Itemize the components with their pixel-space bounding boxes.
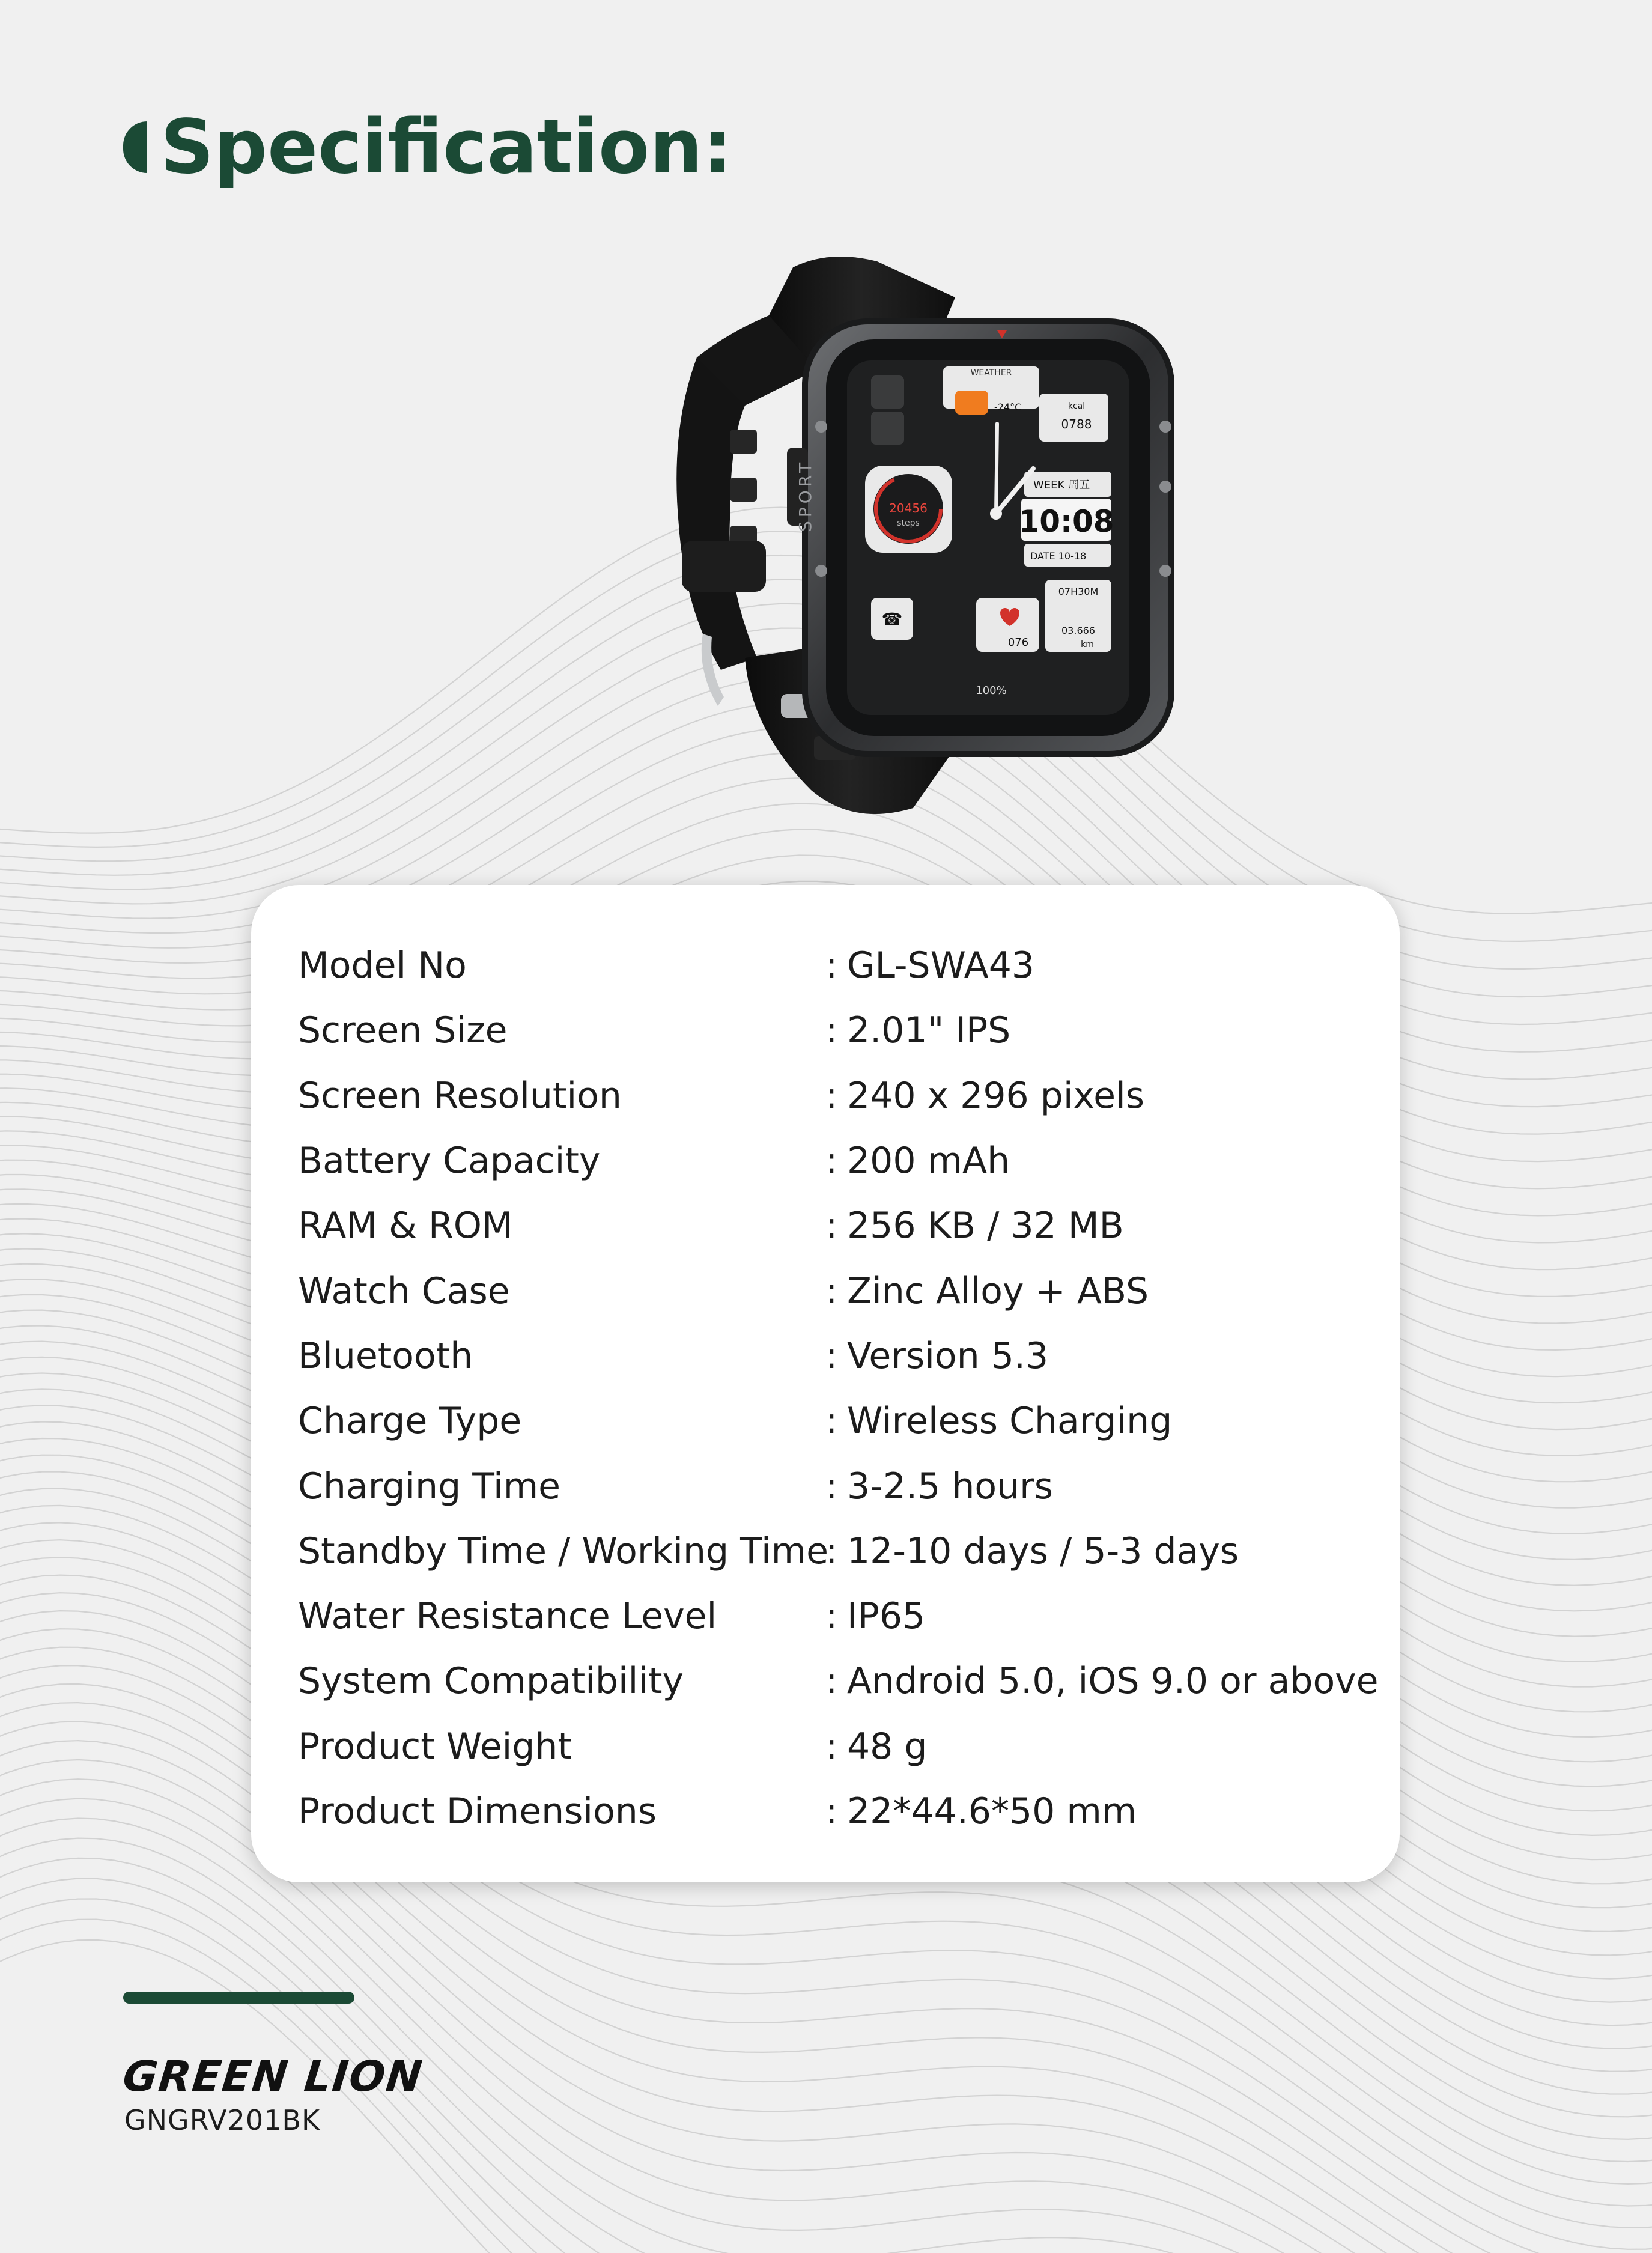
spec-separator: : — [825, 1530, 838, 1572]
spec-label: Watch Case — [298, 1269, 510, 1312]
spec-row — [298, 1584, 1379, 1649]
spec-value: 2.01" IPS — [847, 1009, 1011, 1052]
watch-heart-rate: 076 — [1007, 636, 1029, 649]
watch-strap-loop — [676, 357, 766, 670]
spec-separator: : — [825, 1074, 838, 1117]
spec-label: Product Dimensions — [298, 1790, 657, 1832]
spec-label: RAM & ROM — [298, 1205, 513, 1247]
spec-label: System Compatibility — [298, 1660, 684, 1703]
spec-separator: : — [825, 1595, 838, 1638]
spec-label: Battery Capacity — [298, 1140, 601, 1182]
title-half-circle-icon — [123, 121, 147, 173]
spec-value: 48 g — [847, 1725, 928, 1768]
footer-divider — [123, 1992, 354, 2004]
watch-weather-label: WEATHER — [970, 368, 1012, 378]
spec-row — [298, 998, 1379, 1063]
watch-steps-unit: steps — [897, 518, 920, 528]
spec-label: Standby Time / Working Time — [298, 1530, 828, 1572]
spec-row — [298, 1324, 1379, 1388]
spec-label: Model No — [298, 944, 467, 987]
spec-separator: : — [825, 1465, 838, 1507]
spec-row — [298, 1063, 1379, 1128]
spec-row — [298, 1453, 1379, 1518]
spec-label: Screen Size — [298, 1009, 508, 1052]
page-title — [123, 102, 732, 192]
spec-row — [298, 1779, 1379, 1844]
watch-kcal-label: kcal — [1067, 401, 1086, 411]
watch-duration: 07H30M — [1058, 586, 1099, 597]
watch-distance-unit: km — [1081, 640, 1094, 649]
wave-line — [0, 1838, 1652, 2253]
watch-face — [847, 360, 1129, 715]
spec-value: 3-2.5 hours — [847, 1465, 1054, 1507]
smartwatch-image — [673, 249, 1183, 826]
spec-row — [298, 1193, 1379, 1258]
spec-list — [298, 933, 1379, 1844]
spec-label: Screen Resolution — [298, 1074, 622, 1117]
spec-value: Wireless Charging — [847, 1400, 1173, 1443]
watch-date: DATE 10-18 — [1030, 550, 1087, 562]
spec-separator: : — [825, 1400, 838, 1443]
watch-steps: 20456 — [889, 501, 928, 515]
spec-label: Charging Time — [298, 1465, 561, 1507]
watch-sport-label: SPORT — [795, 458, 815, 532]
spec-value: Zinc Alloy + ABS — [847, 1269, 1149, 1312]
spec-value: Android 5.0, iOS 9.0 or above — [847, 1660, 1379, 1703]
watch-time: 10:08 — [1018, 504, 1114, 539]
spec-separator: : — [825, 1269, 838, 1312]
watch-distance: 03.666 — [1061, 625, 1095, 636]
watch-week: WEEK 周五 — [1033, 479, 1090, 491]
spec-label: Product Weight — [298, 1725, 572, 1768]
spec-separator: : — [825, 1660, 838, 1703]
spec-label: Bluetooth — [298, 1334, 473, 1377]
watch-battery: 100% — [976, 684, 1007, 697]
spec-value: 12-10 days / 5-3 days — [847, 1530, 1239, 1572]
spec-row — [298, 1128, 1379, 1193]
spec-separator: : — [825, 1205, 838, 1247]
spec-separator: : — [825, 1334, 838, 1377]
spec-row — [298, 1258, 1379, 1323]
spec-row — [298, 1649, 1379, 1713]
spec-row — [298, 1714, 1379, 1779]
spec-row — [298, 1388, 1379, 1453]
phone-icon: ☎ — [881, 609, 903, 629]
spec-separator: : — [825, 1009, 838, 1052]
spec-value: 240 x 296 pixels — [847, 1074, 1145, 1117]
spec-value: 200 mAh — [847, 1140, 1010, 1182]
spec-row — [298, 1519, 1379, 1584]
spec-separator: : — [825, 1140, 838, 1182]
page-title-text: Specification: — [160, 104, 733, 190]
model-code: GNGRV201BK — [124, 2104, 321, 2136]
spec-value: IP65 — [847, 1595, 926, 1638]
spec-separator: : — [825, 1790, 838, 1832]
spec-row — [298, 933, 1379, 998]
brand-logo: GREEN LION — [120, 2052, 425, 2101]
spec-value: 22*44.6*50 mm — [847, 1790, 1137, 1832]
spec-label: Water Resistance Level — [298, 1595, 717, 1638]
watch-kcal-value: 0788 — [1061, 417, 1092, 431]
spec-label: Charge Type — [298, 1400, 522, 1443]
spec-separator: : — [825, 1725, 838, 1768]
watch-temperature: -24°C — [994, 401, 1022, 413]
spec-separator: : — [825, 944, 838, 987]
spec-value: 256 KB / 32 MB — [847, 1205, 1124, 1247]
spec-value: GL-SWA43 — [847, 944, 1035, 987]
spec-value: Version 5.3 — [847, 1334, 1049, 1377]
spec-card — [251, 885, 1400, 1882]
